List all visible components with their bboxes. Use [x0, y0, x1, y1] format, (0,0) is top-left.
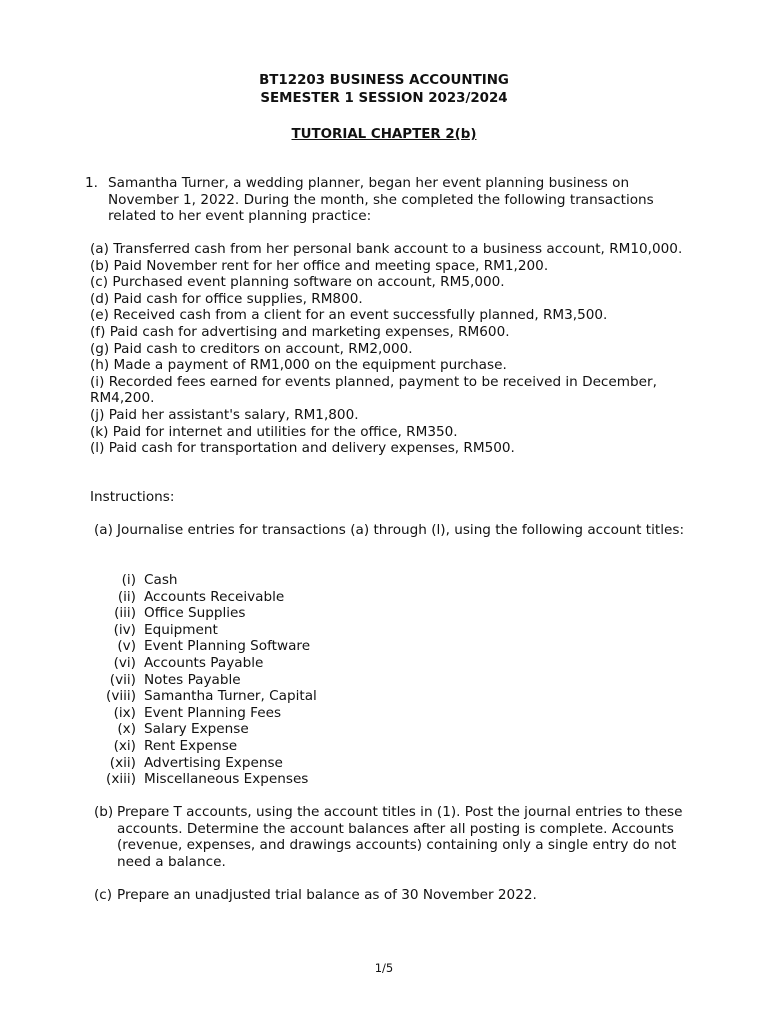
transaction-item: (d) Paid cash for office supplies, RM800.	[90, 290, 363, 307]
part-text: Prepare T accounts, using the account titles in (1). Post the journal entries to these accounts. Determine the account balances after all posting is complete. Accounts (revenue, expenses, and drawings accounts) containing only a single entry do not need a balance.	[117, 804, 683, 870]
list-item	[100, 622, 317, 639]
account-number: (ii)	[117, 588, 136, 605]
account-number: (xi)	[113, 737, 136, 754]
part-label: (b)	[94, 804, 114, 820]
list-item	[100, 672, 317, 689]
part-label: (c)	[94, 887, 113, 903]
account-name: Notes Payable	[144, 671, 241, 688]
account-number: (ix)	[113, 704, 136, 721]
transaction-item: (e) Received cash from a client for an event successfully planned, RM3,500.	[90, 307, 608, 324]
account-name: Cash	[144, 572, 178, 588]
transaction-item: (a) Transferred cash from her personal bank account to a business account, RM10,000.	[90, 241, 683, 257]
transaction-item: (g) Paid cash to creditors on account, RM2,000.	[90, 340, 413, 357]
list-item	[100, 589, 317, 606]
list-item	[100, 721, 317, 738]
account-number: (iii)	[114, 605, 136, 622]
account-name: Event Planning Software	[144, 638, 311, 655]
account-number: (iv)	[113, 621, 136, 638]
list-item	[100, 755, 317, 772]
account-number: (vi)	[113, 654, 136, 671]
account-name: Rent Expense	[144, 737, 238, 754]
account-name: Advertising Expense	[144, 754, 283, 771]
instruction-part-c	[94, 887, 694, 904]
list-item	[100, 655, 317, 672]
account-number: (xiii)	[106, 771, 136, 788]
account-number: (vii)	[109, 671, 136, 688]
question-number: 1.	[85, 175, 98, 191]
transaction-item: (j) Paid her assistant's salary, RM1,800.	[90, 406, 359, 423]
question-1	[85, 175, 685, 225]
page-number: 1/5	[374, 961, 394, 975]
account-titles-list	[100, 572, 317, 788]
transaction-item: (c) Purchased event planning software on account, RM5,000.	[90, 274, 505, 291]
account-number: (v)	[117, 638, 136, 655]
account-name: Samantha Turner, Capital	[144, 688, 317, 705]
semester-title: SEMESTER 1 SESSION 2023/2024	[260, 91, 508, 106]
account-number: (i)	[121, 572, 136, 588]
list-item	[100, 771, 317, 788]
transaction-item: (h) Made a payment of RM1,000 on the equipment purchase.	[90, 357, 507, 374]
instructions-heading: Instructions:	[90, 489, 175, 505]
instruction-part-a	[94, 522, 694, 539]
tutorial-title: TUTORIAL CHAPTER 2(b)	[291, 127, 477, 142]
part-label: (a)	[94, 522, 113, 538]
transaction-list	[90, 241, 690, 457]
list-item	[100, 705, 317, 722]
account-name: Salary Expense	[144, 721, 249, 738]
transaction-item: (f) Paid cash for advertising and marketing expenses, RM600.	[90, 323, 510, 340]
account-name: Equipment	[144, 621, 218, 638]
account-name: Accounts Receivable	[144, 588, 285, 605]
list-item	[100, 738, 317, 755]
list-item	[100, 605, 317, 622]
question-text: Samantha Turner, a wedding planner, began her event planning business on November 1, 2022. During the month, she completed the following transactions related to her event planning practice:	[108, 175, 654, 225]
account-name: Accounts Payable	[144, 654, 264, 671]
account-name: Miscellaneous Expenses	[144, 771, 309, 788]
transaction-item: (b) Paid November rent for her office and meeting space, RM1,200.	[90, 257, 549, 274]
list-item	[100, 688, 317, 705]
transaction-item: (i) Recorded fees earned for events planned, payment to be received in December, RM4,200.	[90, 373, 657, 407]
account-name: Office Supplies	[144, 605, 246, 622]
transaction-item: (k) Paid for internet and utilities for the office, RM350.	[90, 423, 458, 440]
instruction-part-b	[94, 804, 694, 870]
account-number: (x)	[117, 721, 136, 738]
list-item	[100, 572, 317, 589]
part-text: Journalise entries for transactions (a) through (l), using the following account titles:	[117, 522, 685, 538]
list-item	[100, 638, 317, 655]
account-number: (viii)	[106, 688, 136, 705]
account-number: (xii)	[109, 754, 136, 771]
transaction-item: (l) Paid cash for transportation and delivery expenses, RM500.	[90, 440, 515, 457]
course-title: BT12203 BUSINESS ACCOUNTING	[259, 73, 509, 88]
account-name: Event Planning Fees	[144, 704, 282, 721]
part-text: Prepare an unadjusted trial balance as of 30 November 2022.	[117, 887, 537, 903]
